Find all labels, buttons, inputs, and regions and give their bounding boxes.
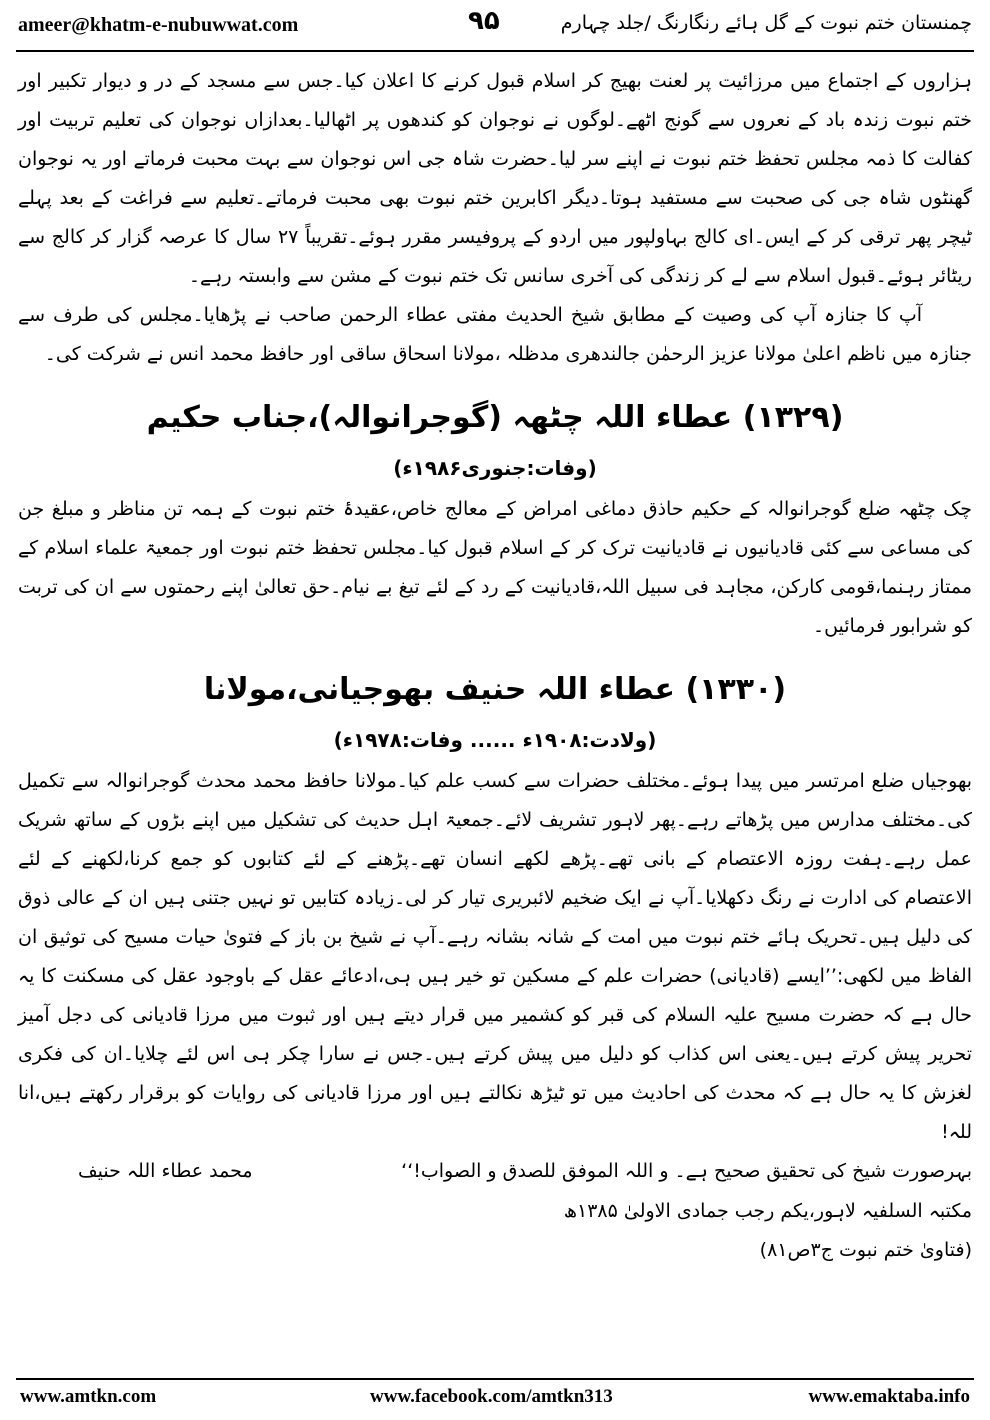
place-date: مکتبہ السلفیہ لاہور،یکم رجب جمادی الاولیٰ ۱۳۸۵ھ xyxy=(563,1200,972,1222)
signature: محمد عطاء اللہ حنیف xyxy=(78,1160,253,1182)
header-divider xyxy=(16,50,974,52)
footer-link-facebook[interactable]: www.facebook.com/amtkn313 xyxy=(370,1386,613,1407)
book-title: چمنستان ختم نبوت کے گل ہائے رنگارنگ /جلد چہارم xyxy=(560,12,972,34)
entry-paragraph-1329: چک چٹھہ ضلع گوجرانوالہ کے حکیم حاذق دماغی امراض کے معالج خاص،عقیدۂ ختم نبوت کے ہمہ تن مناظر و مبلغ جن کی مساعی سے کئی قادیانیوں نے قادیانیت ترک کر کے اسلام قبول کیا۔مجلس تحفظ ختم نبوت اور جمعیۃ علماء اسلام کے ممتاز رہنما،قومی کارکن، مجاہد فی سبیل اللہ،قادیانیت کے رد کے لئے تیغ بے نیام۔حق تعالیٰ اپنے رحمتوں سے ان کی تربت کو شرابور فرمائیں۔ xyxy=(18,498,972,637)
entry-heading-1329: (۱۳۲۹) عطاء اللہ چٹھہ (گوجرانوالہ)،جناب حکیم xyxy=(146,400,844,435)
page-header xyxy=(0,0,990,52)
closing-row xyxy=(18,1152,972,1192)
closing-line: بہرصورت شیخ کی تحقیق صحیح ہے۔ و اللہ الموفق للصدق و الصواب!‘‘ xyxy=(401,1160,972,1182)
page-number: ۹۵ xyxy=(468,6,500,36)
footer-link-amtkn[interactable]: www.amtkn.com xyxy=(20,1386,157,1407)
entry-dates-1330: (ولادت:۱۹۰۸ء ...... وفات:۱۹۷۸ء) xyxy=(333,728,657,752)
footer-divider xyxy=(16,1378,974,1380)
page-footer xyxy=(0,1378,990,1418)
continuation-paragraph-2: آپ کا جنازہ آپ کی وصیت کے مطابق شیخ الحدیث مفتی عطاء الرحمن صاحب نے پڑھایا۔مجلس کی طرف سے جنازہ میں ناظم اعلیٰ مولانا عزیز الرحمٰن جالندھری مدظلہ ،مولانا اسحاق ساقی اور حافظ محمد انس نے شرکت کی۔ xyxy=(18,304,972,365)
entry-paragraph-1330: بھوجیاں ضلع امرتسر میں پیدا ہوئے۔مختلف حضرات سے کسب علم کیا۔مولانا حافظ محمد محدث گوجرانوالہ سے تکمیل کی۔مختلف مدارس میں پڑھاتے رہے۔پھر لاہور تشریف لائے۔جمعیۃ اہل حدیث کی تشکیل میں اپنے بڑوں کے ساتھ شریک عمل رہے۔ہفت روزہ الاعتصام کے بانی تھے۔پڑھے لکھے انسان تھے۔پڑھنے کے لئے کتابوں کو جمع کرنا،لکھنے کے لئے الاعتصام کی ادارت نے رنگ دکھلایا۔آپ نے ایک ضخیم لائبریری تیار کر لی۔زیادہ کتابیں تو نہیں جتنی ہیں ان کے عالی ذوق کی دلیل ہیں۔تحریک ہائے ختم نبوت میں امت کے شانہ بشانہ رہے۔آپ نے شیخ بن باز کے فتویٰ حیات مسیح کی توثیق ان الفاظ میں لکھی:’’ایسے (قادیانی) حضرات علم کے مسکین تو خیر ہیں ہی،ادعائے عقل کے باوجود عقل کی مسکنت کا یہ حال ہے کہ حضرت مسیح علیہ السلام کی قبر کو کشمیر میں قرار دیتے ہیں اور ثبوت میں مرزا قادیانی کی دجل آمیز تحریر پیش کرتے ہیں۔یعنی اس کذاب کو دلیل میں پیش کرتے ہیں۔جس نے سارا چکر ہی اس لئے چلایا۔ان کی فکری لغزش کا یہ حال ہے کہ محدث کی احادیث میں تو ٹیڑھ نکالتے ہیں اور مرزا قادیانی کی روایات کو برقرار رکھتے ہیں،انا للہ! xyxy=(18,770,972,1143)
entry-heading-1330: (۱۳۳۰) عطاء اللہ حنیف بھوجیانی،مولانا xyxy=(203,672,787,707)
page-body xyxy=(18,62,972,1270)
reference: (فتاویٰ ختم نبوت ج۳ص۸۱) xyxy=(759,1239,972,1261)
entry-dates-1329: (وفات:جنوری۱۹۸۶ء) xyxy=(393,456,597,480)
continuation-paragraph-1: ہزاروں کے اجتماع میں مرزائیت پر لعنت بھیج کر اسلام قبول کرنے کا اعلان کیا۔جس سے مسجد کے در و دیوار تکبیر اور ختم نبوت زندہ باد کے نعروں سے گونج اٹھے۔لوگوں نے نوجوان کو کندھوں پر اٹھالیا۔بعدازاں نوجوان کی تعلیم تربیت اور کفالت کا ذمہ مجلس تحفظ ختم نبوت نے اپنے سر لیا۔حضرت شاہ جی اس نوجوان سے بہت محبت فرماتے اور یہ نوجوان گھنٹوں شاہ جی کی صحبت سے مستفید ہوتا۔دیگر اکابرین ختم نبوت بھی محبت فرماتے۔تعلیم سے فراغت کے بعد پہلے ٹیچر پھر ترقی کر کے ایس۔ای کالج بہاولپور میں اردو کے پروفیسر مقرر ہوئے۔تقریباً ۲۷ سال کا عرصہ گزار کر کالج سے ریٹائر ہوئے۔قبول اسلام سے لے کر زندگی کی آخری سانس تک ختم نبوت کے مشن سے وابستہ رہے۔ xyxy=(18,70,972,287)
header-email: ameer@khatm-e-nubuwwat.com xyxy=(18,14,299,36)
footer-link-emaktaba[interactable]: www.emaktaba.info xyxy=(808,1386,970,1407)
